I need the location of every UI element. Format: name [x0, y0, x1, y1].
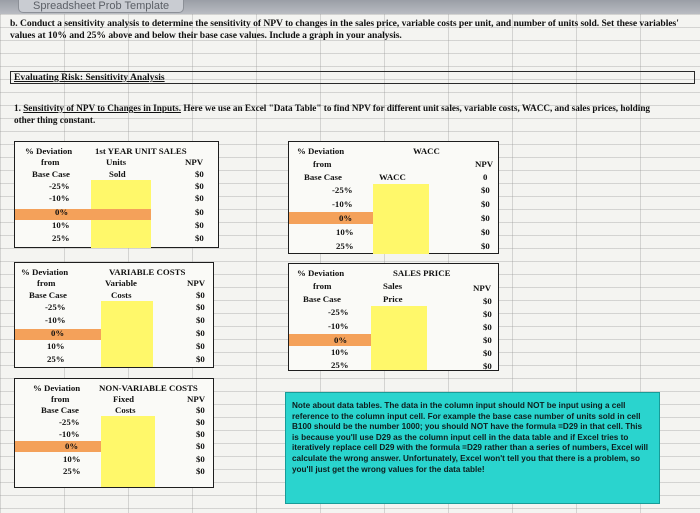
- evaluating-risk-label: Evaluating Risk: Sensitivity Analysis: [14, 72, 165, 83]
- dev-header-3: Base Case: [32, 169, 70, 179]
- unit-sales-table: [14, 141, 219, 248]
- dev-row: 25%: [63, 466, 81, 476]
- dev-header-3: Base Case: [29, 290, 67, 300]
- dev-row: -10%: [45, 315, 66, 325]
- variable-costs-table: [14, 262, 214, 368]
- wacc-input-top[interactable]: [373, 184, 429, 212]
- data-table-note[interactable]: [285, 392, 660, 504]
- npv-value: $0: [196, 302, 205, 312]
- dev-row: -25%: [49, 181, 70, 191]
- npv-value: $0: [196, 441, 205, 451]
- dev-row: 0%: [65, 441, 79, 451]
- npv-col-label: NPV: [187, 278, 206, 288]
- costs-col-label: Costs: [115, 405, 136, 415]
- unit-sales-title: 1st YEAR UNIT SALES: [95, 146, 187, 156]
- wacc-npv-zero: 0: [483, 172, 488, 182]
- intro-text: Here we use an Excel "Data Table" to find NPV for different unit sales, variable costs, WACC, and sales prices, holding other thing constant.: [14, 103, 651, 125]
- base-case-row[interactable]: [15, 441, 101, 452]
- base-case-row[interactable]: [15, 209, 151, 220]
- dev-row: 25%: [52, 233, 70, 243]
- npv-value: $0: [481, 227, 490, 237]
- variable-costs-title: VARIABLE COSTS: [109, 267, 186, 277]
- wacc-table: [288, 141, 499, 254]
- sales-price-table: [288, 263, 499, 371]
- dev-header-1: % Deviation: [21, 267, 69, 277]
- units-input-bottom[interactable]: [91, 220, 151, 248]
- dev-row: 10%: [331, 347, 349, 357]
- npv-value: $0: [195, 220, 204, 230]
- dev-row: 10%: [63, 454, 81, 464]
- dev-row: 0%: [51, 328, 65, 338]
- sensitivity-intro: [14, 102, 664, 126]
- dev-row: 10%: [52, 220, 70, 230]
- fixed-input-bottom[interactable]: [101, 441, 155, 487]
- npv-value: $0: [196, 354, 205, 364]
- sheet-tab[interactable]: Spreadsheet Prob Template: [18, 0, 184, 13]
- price-input-bottom[interactable]: [371, 334, 427, 370]
- dev-header-1: % Deviation: [297, 268, 345, 278]
- npv-value: $0: [195, 181, 204, 191]
- npv-value: $0: [196, 341, 205, 351]
- dev-row: -10%: [328, 321, 349, 331]
- sales-col-label: Sales: [383, 281, 403, 291]
- npv-value: $0: [481, 185, 490, 195]
- dev-header-2: from: [51, 394, 70, 404]
- intro-number: 1.: [14, 103, 21, 113]
- npv-value: $0: [481, 213, 490, 223]
- fixed-col-label: Fixed: [113, 394, 135, 404]
- dev-header-1: % Deviation: [33, 383, 81, 393]
- dev-header-2: from: [313, 159, 332, 169]
- npv-value: $0: [196, 290, 205, 300]
- costs-col-label: Costs: [111, 290, 132, 300]
- npv-value: $0: [196, 405, 205, 415]
- non-variable-costs-table: [14, 378, 214, 488]
- dev-row: 0%: [55, 207, 69, 217]
- npv-value: $0: [195, 193, 204, 203]
- wacc-col-label: WACC: [379, 172, 406, 182]
- sheet-tab-strip: [0, 0, 700, 14]
- npv-value: $0: [196, 466, 205, 476]
- npv-value: $0: [195, 233, 204, 243]
- dev-row: -25%: [328, 307, 349, 317]
- npv-value: $0: [196, 429, 205, 439]
- sales-price-title: SALES PRICE: [393, 268, 451, 278]
- data-table-note-text: Note about data tables. The data in the column input should NOT be input using a cell reference to the column input cell. For example the base case number of units sold in cell B100 should be the number 1000; you should NOT have the formula =D29 in that cell. This is because you'll use D29 as the column input cell in the data table and if Excel tries to iteratively replace cell D29 with the formula =D29 rather than a series of numbers, Excel will calculate the wrong answer. Unfortunately, Excel won't tell you that there is a problem, so you'll just get the wrong values for the data table!: [292, 401, 649, 474]
- dev-row: -10%: [59, 429, 80, 439]
- dev-row: 10%: [47, 341, 65, 351]
- npv-value: $0: [483, 348, 492, 358]
- dev-row: -25%: [45, 302, 66, 312]
- dev-header-1: % Deviation: [25, 146, 73, 156]
- npv-col-label: NPV: [473, 283, 492, 293]
- npv-value: $0: [195, 207, 204, 217]
- npv-value: $0: [481, 241, 490, 251]
- non-variable-costs-title: NON-VARIABLE COSTS: [99, 383, 198, 393]
- dev-header-2: from: [313, 281, 332, 291]
- dev-row: 0%: [339, 213, 353, 223]
- npv-value: $0: [483, 322, 492, 332]
- dev-row: 0%: [334, 335, 348, 345]
- dev-row: -10%: [49, 193, 70, 203]
- dev-row: 10%: [336, 227, 354, 237]
- dev-header-3: Base Case: [304, 172, 342, 182]
- dev-header-3: Base Case: [41, 405, 79, 415]
- intro-title: Sensitivity of NPV to Changes in Inputs.: [23, 103, 182, 113]
- npv-value: $0: [196, 454, 205, 464]
- npv-value: $0: [483, 361, 492, 371]
- price-col-label: Price: [383, 294, 403, 304]
- npv-value: $0: [196, 315, 205, 325]
- dev-row: 25%: [331, 360, 349, 370]
- fixed-input-top[interactable]: [101, 416, 155, 441]
- npv-value: $0: [483, 335, 492, 345]
- npv-value: $0: [196, 417, 205, 427]
- price-input-top[interactable]: [371, 306, 427, 334]
- dev-header-3: Base Case: [303, 294, 341, 304]
- dev-row: -25%: [59, 417, 80, 427]
- dev-row: 25%: [336, 241, 354, 251]
- npv-value: $0: [195, 169, 204, 179]
- sold-col-label: Sold: [109, 169, 126, 179]
- dev-header-2: from: [37, 278, 56, 288]
- npv-col-label: NPV: [475, 159, 494, 169]
- dev-header-2: from: [41, 157, 60, 167]
- npv-value: $0: [196, 328, 205, 338]
- wacc-input-bottom[interactable]: [373, 212, 429, 254]
- units-col-label: Units: [106, 157, 127, 167]
- variable-input-bottom[interactable]: [101, 329, 153, 367]
- npv-col-label: NPV: [185, 157, 204, 167]
- dev-row: -10%: [332, 199, 353, 209]
- evaluating-risk-title[interactable]: [10, 71, 695, 84]
- base-case-row[interactable]: [289, 212, 373, 224]
- dev-header-1: % Deviation: [297, 146, 345, 156]
- npv-value: $0: [481, 199, 490, 209]
- npv-col-label: NPV: [187, 394, 206, 404]
- variable-col-label: Variable: [105, 278, 137, 288]
- dev-row: 25%: [47, 354, 65, 364]
- wacc-title: WACC: [413, 146, 440, 156]
- question-b-heading: b. Conduct a sensitivity analysis to determine the sensitivity of NPV to changes in the sales price, variable costs per unit, and number of units sold. Set these variables' values at 10% and 25% above and below their base case values. Include a graph in your analysis.: [10, 18, 679, 41]
- npv-value: $0: [483, 296, 492, 306]
- dev-row: -25%: [332, 185, 353, 195]
- base-case-row[interactable]: [289, 334, 371, 346]
- variable-input-top[interactable]: [101, 301, 153, 329]
- units-input-top[interactable]: [91, 180, 151, 210]
- npv-value: $0: [483, 309, 492, 319]
